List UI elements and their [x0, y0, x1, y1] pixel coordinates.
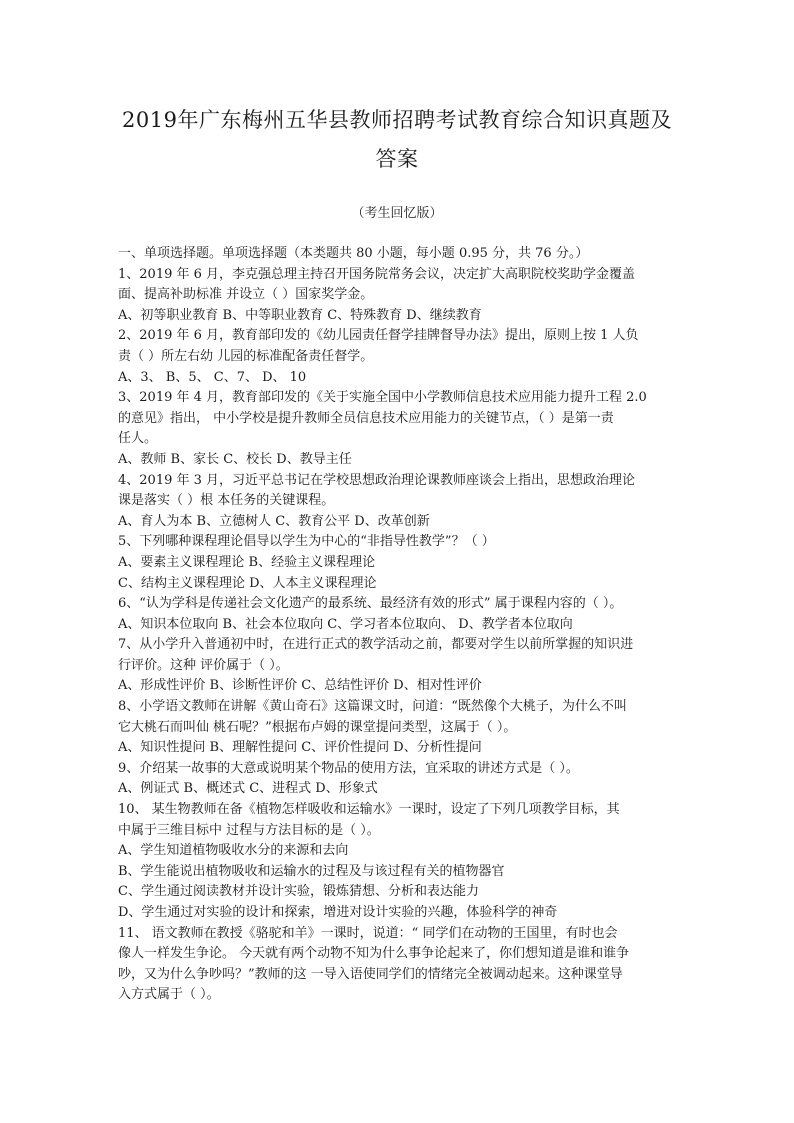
- question-8-options: A、知识性提问 B、理解性提问 C、评价性提问 D、分析性提问: [118, 740, 482, 756]
- question-5-options-1: A、要素主义课程理论 B、经验主义课程理论: [118, 554, 376, 570]
- document-title-line-1: 2019年广东梅州五华县教师招聘考试教育综合知识真题及: [122, 108, 672, 132]
- question-3-line-1: 3、2019 年 4 月，教育部印发的《关于实施全国中小学教师信息技术应用能力提升工程 2.0: [118, 390, 647, 406]
- question-1-line-2: 面、提高补助标准 并设立（ ）国家奖学金。: [118, 287, 374, 303]
- question-5-options-2: C、结构主义课程理论 D、人本主义课程理论: [118, 575, 377, 591]
- question-3-options: A、教师 B、家长 C、校长 D、教导主任: [118, 451, 352, 467]
- question-10-option-c: C、学生通过阅读教材并设计实验，锻炼猜想、分析和表达能力: [118, 884, 479, 900]
- question-7-line-2: 行评价。这种 评价属于（ ）。: [118, 657, 289, 673]
- question-10-option-a: A、学生知道植物吸收水分的来源和去向: [118, 843, 349, 859]
- question-8-line-2: 它大桃石而叫仙 桃石呢？”根据布卢姆的课堂提问类型，这属于（ ）。: [118, 719, 517, 735]
- question-10-option-d: D、学生通过对实验的设计和探索，增进对设计实验的兴趣，体验科学的神奇: [118, 905, 558, 920]
- question-10-line-1: 10、 某生物教师在备《植物怎样吸收和运输水》一课时，设定了下列几项教学目标，其: [118, 802, 620, 818]
- question-8-line-1: 8、小学语文教师在讲解《黄山奇石》这篇课文时，问道：“既然像个大桃子，为什么不叫: [118, 699, 627, 715]
- question-4-line-2: 课是落实（ ）根 本任务的关键课程。: [118, 493, 335, 509]
- question-9-options: A、例证式 B、概述式 C、进程式 D、形象式: [118, 781, 378, 797]
- question-11-line-4: 入方式属于（ ）。: [118, 987, 220, 1003]
- question-2-line-1: 2、2019 年 6 月，教育部印发的《幼儿园责任督学挂牌督导办法》提出，原则上按 1 人负: [118, 328, 639, 344]
- question-3-line-2: 的意见》指出， 中小学校是提升教师全员信息技术应用能力的关键节点，（ ）是第一责: [118, 410, 614, 426]
- document-subtitle: （考生回忆版）: [351, 206, 443, 221]
- question-5-line-1: 5、下列哪种课程理论倡导以学生为中心的“非指导性教学”？（ ）: [118, 534, 495, 550]
- question-11-line-1: 11、 语文教师在教授《骆驼和羊》一课时，说道：“ 同学们在动物的王国里，有时也会: [118, 925, 618, 941]
- question-1-options: A、初等职业教育 B、中等职业教育 C、特殊教育 D、继续教育: [118, 307, 482, 323]
- question-4-options: A、育人为本 B、立德树人 C、教育公平 D、改革创新: [118, 513, 430, 529]
- question-10-line-2: 中属于三维目标中 过程与方法目标的是（ ）。: [118, 822, 380, 838]
- question-4-line-1: 4、2019 年 3 月，习近平总书记在学校思想政治理论课教师座谈会上指出，思想政治理论: [118, 472, 636, 488]
- question-9-line-1: 9、介绍某一故事的大意或说明某个物品的使用方法，宜采取的讲述方式是（ ）。: [118, 760, 579, 776]
- question-1-line-1: 1、2019 年 6 月，李克强总理主持召开国务院常务会议，决定扩大高职院校奖助学金覆盖: [118, 266, 636, 282]
- question-3-line-3: 任人。: [118, 431, 158, 447]
- question-10-option-b: B、学生能说出植物吸收和运输水的过程及与该过程有关的植物器官: [118, 863, 505, 879]
- section-heading: 一、单项选择题。单项选择题（本类题共 80 小题，每小题 0.95 分，共 76 分。）: [118, 246, 589, 261]
- question-11-line-3: 吵，又为什么争吵吗？”教师的这 一导入语使同学们的情绪完全被调动起来。这种课堂导: [118, 966, 623, 982]
- question-2-line-2: 责（ ）所左右幼 儿园的标准配备责任督学。: [118, 348, 374, 364]
- question-7-options: A、形成性评价 B、诊断性评价 C、总结性评价 D、相对性评价: [118, 678, 482, 694]
- question-6-line-1: 6、“认为学科是传递社会文化遗产的最系统、最经济有效的形式” 属于课程内容的（ ）。: [118, 596, 623, 612]
- document-title-line-2: 答案: [375, 147, 419, 171]
- question-11-line-2: 像人一样发生争论。 今天就有两个动物不知为什么事争论起来了，你们想知道是谁和谁争: [118, 946, 630, 962]
- document-body: [118, 244, 684, 1006]
- question-7-line-1: 7、从小学升入普通初中时，在进行正式的教学活动之前，都要对学生以前所掌握的知识进: [118, 637, 634, 653]
- question-2-options: A、3、 B、5、 C、7、 D、 10: [118, 369, 307, 385]
- question-6-options: A、知识本位取向 B、社会本位取向 C、学习者本位取向、 D、教学者本位取向: [118, 616, 573, 632]
